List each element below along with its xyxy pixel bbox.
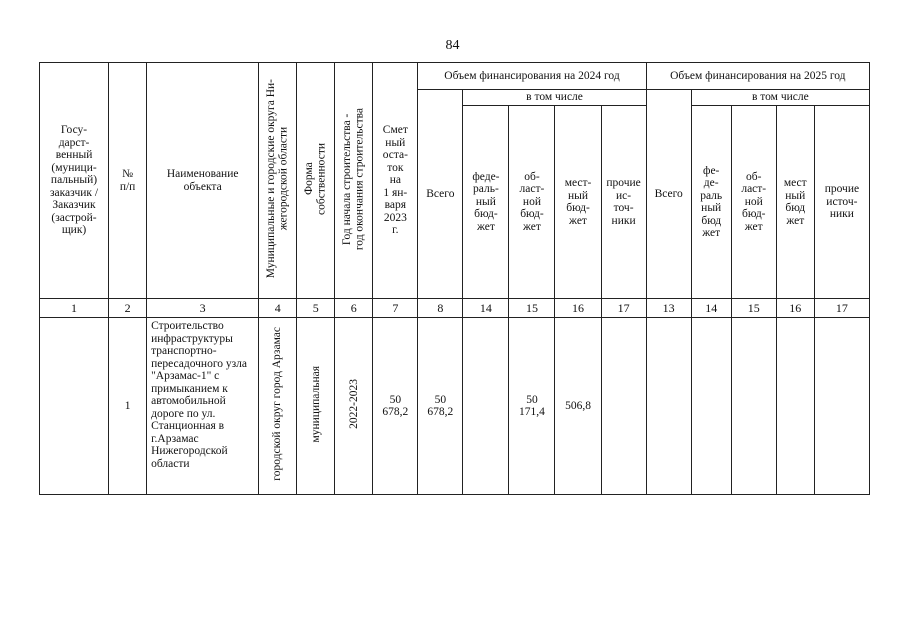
header-name: Наименование объекта (147, 63, 259, 299)
cell-other-2025 (814, 318, 869, 495)
cell-federal-2025 (691, 318, 731, 495)
header-local-2025: мест ный бюд жет (776, 106, 814, 299)
cell-object-name: Строительство инфраструктуры транспортно-пересадочного узла "Арзамас-1" с примыканием к автомобильной дороге по ул. Станционная в г.Арзамас Нижегородской области (147, 318, 259, 495)
header-other-2024: прочие ис- точ- ники (601, 106, 646, 299)
column-number: 14 (463, 299, 509, 318)
table-row (40, 318, 870, 495)
column-number: 17 (814, 299, 869, 318)
cell-regional-2024: 50 171,4 (509, 318, 555, 495)
header-fin-2025: Объем финансирования на 2025 год (646, 63, 869, 90)
cell-other-2024 (601, 318, 646, 495)
construction-table (39, 62, 870, 495)
cell-local-2024: 506,8 (555, 318, 601, 495)
column-number: 8 (418, 299, 463, 318)
cell-municipality: городской округ город Арзамас (259, 318, 297, 495)
header-federal-2025: фе- де- раль ный бюд жет (691, 106, 731, 299)
cell-federal-2024 (463, 318, 509, 495)
cell-estimate: 50 678,2 (373, 318, 418, 495)
column-number: 6 (335, 299, 373, 318)
column-number: 3 (147, 299, 259, 318)
header-other-2025: прочие источ- ники (814, 106, 869, 299)
cell-total-2025 (646, 318, 691, 495)
cell-total-2024: 50 678,2 (418, 318, 463, 495)
column-number: 17 (601, 299, 646, 318)
cell-num: 1 (109, 318, 147, 495)
header-total-2024: Всего (418, 90, 463, 299)
column-number: 16 (555, 299, 601, 318)
header-total-2025: Всего (646, 90, 691, 299)
cell-years: 2022-2023 (335, 318, 373, 495)
cell-ownership: муниципальная (297, 318, 335, 495)
header-regional-2024: об- ласт- ной бюд- жет (509, 106, 555, 299)
column-number: 4 (259, 299, 297, 318)
header-incl-2024: в том числе (463, 90, 646, 106)
header-local-2024: мест- ный бюд- жет (555, 106, 601, 299)
column-number: 5 (297, 299, 335, 318)
page-number: 84 (445, 38, 460, 53)
header-num: № п/п (109, 63, 147, 299)
column-number: 15 (731, 299, 776, 318)
header-regional-2025: об- ласт- ной бюд- жет (731, 106, 776, 299)
header-federal-2024: федe- раль- ный бюд- жет (463, 106, 509, 299)
column-number: 1 (40, 299, 109, 318)
column-number: 13 (646, 299, 691, 318)
header-estimate: Смет ный оста- ток на 1 ян- варя 2023 г. (373, 63, 418, 299)
cell-regional-2025 (731, 318, 776, 495)
cell-local-2025 (776, 318, 814, 495)
column-number: 16 (776, 299, 814, 318)
header-fin-2024: Объем финансирования на 2024 год (418, 63, 646, 90)
column-numbers-row (40, 299, 870, 318)
column-number: 2 (109, 299, 147, 318)
column-number: 15 (509, 299, 555, 318)
header-years: Год начала строительства - год окончания строительства (335, 63, 373, 299)
header-municipality: Муниципальные и городские округа Ни- жегородской области (259, 63, 297, 299)
header-customer: Госу- дарст- венный (муници- пальный) заказчик / Заказчик (застрой- щик) (40, 63, 109, 299)
header-ownership: Форма собственности (297, 63, 335, 299)
column-number: 7 (373, 299, 418, 318)
header-incl-2025: в том числе (691, 90, 869, 106)
cell-customer (40, 318, 109, 495)
column-number: 14 (691, 299, 731, 318)
